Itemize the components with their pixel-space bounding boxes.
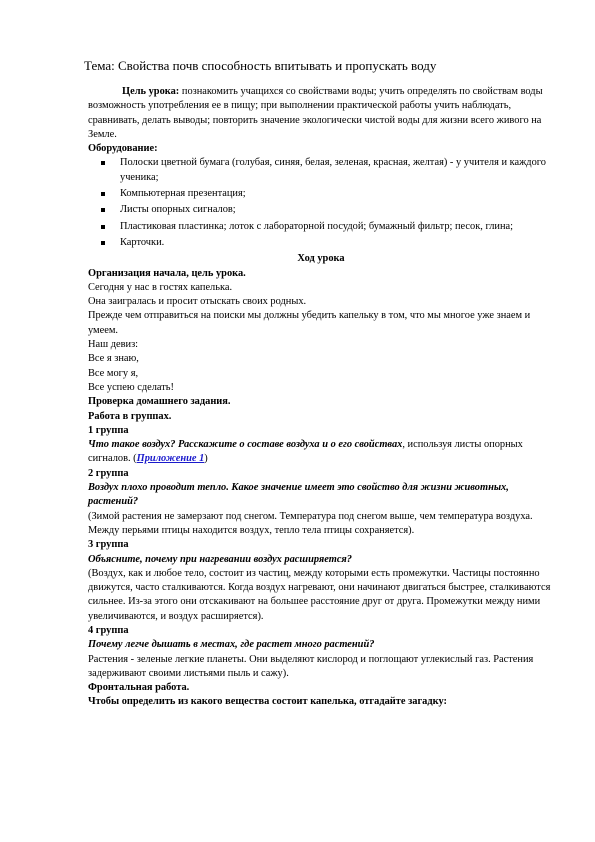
org-line: Все я знаю, [88, 353, 139, 365]
goal-text: познакомить учащихся со свойствами воды; учить определять по свойствам воды возможность употребления ее в пищу; при выполнении практической работы учить наблюдать, сравнивать, делать выводы; повторить значение экологически чистой воды для жизни всего живого на Земле. [88, 86, 543, 140]
group-3-answer: (Воздух, как и любое тело, состоит из частиц, между которыми есть промежутки. Частицы постоянно движутся, часто сталкиваются. Когда воздух нагревают, они начинают двигаться быстрее, сталкиваются сильнее. Из-за этого они отскакивают на большее расстояние друг от друга. Промежутки между ними увеличиваются, и воздух расширяется). [88, 567, 551, 622]
group-4-answer: Растения - зеленые легкие планеты. Они выделяют кислород и поглощают углекислый газ. Растения задерживают своими листьями пыль и сажу). [88, 653, 534, 679]
homework-heading: Проверка домашнего задания. [88, 396, 231, 408]
appendix-1-link[interactable]: Приложение 1 [136, 453, 205, 465]
equipment-list [88, 156, 554, 250]
list-item: Полоски цветной бумага (голубая, синяя, белая, зеленая, красная, желтая) - у учителя и каждого ученика; [120, 156, 554, 185]
course-heading: Ход урока [297, 253, 345, 265]
group-1-text: , используя листы опорных сигналов. ( [88, 439, 523, 465]
goal-label: Цель урока: [122, 86, 180, 97]
org-heading: Организация начала, цель урока. [88, 267, 246, 279]
group-2-label: 2 группа [88, 467, 129, 479]
org-line: Наш девиз: [88, 339, 139, 351]
equipment-label: Оборудование: [88, 143, 158, 155]
list-item: Карточки. [120, 236, 554, 250]
riddle-intro: Чтобы определить из какого вещества состоит капелька, отгадайте загадку: [88, 696, 447, 708]
list-item: Пластиковая пластинка; лоток с лабораторной посудой; бумажный фильтр; песок, глина; [120, 220, 554, 234]
group-1-text-end: ) [204, 453, 208, 465]
group-2-answer: (Зимой растения не замерзают под снегом. Температура под снегом выше, чем температура воздуха. Между перьями птицы находится воздух, тепло тела птицы сохраняется). [88, 510, 533, 536]
group-2-question: Воздух плохо проводит тепло. Какое значение имеет это свойство для жизни животных, растений? [88, 482, 509, 508]
org-line: Сегодня у нас в гостях капелька. [88, 281, 233, 293]
list-item: Компьютерная презентация; [120, 187, 554, 201]
group-3-question: Объясните, почему при нагревании воздух расширяется? [88, 553, 352, 565]
group-4-label: 4 группа [88, 624, 129, 636]
org-line: Все успею сделать! [88, 381, 174, 393]
goal-paragraph [88, 85, 554, 142]
org-line: Все могу я, [88, 367, 139, 379]
group-1-label: 1 группа [88, 424, 129, 436]
document-title: Тема: Свойства почв способность впитывать и пропускать воду [84, 58, 437, 73]
document-body [88, 85, 554, 710]
list-item: Листы опорных сигналов; [120, 203, 554, 217]
group-1-question: Что такое воздух? Расскажите о составе воздуха и о его свойствах [88, 439, 403, 451]
group-1-task [88, 438, 554, 467]
org-line: Прежде чем отправиться на поиски мы должны убедить капельку в том, что мы многое уже знаем и умеем. [88, 310, 531, 336]
group-3-label: 3 группа [88, 539, 129, 551]
org-line: Она заигралась и просит отыскать своих родных. [88, 296, 307, 308]
group-4-question: Почему легче дышать в местах, где растет много растений? [88, 639, 375, 651]
groups-heading: Работа в группах. [88, 410, 172, 422]
frontal-heading: Фронтальная работа. [88, 682, 190, 694]
